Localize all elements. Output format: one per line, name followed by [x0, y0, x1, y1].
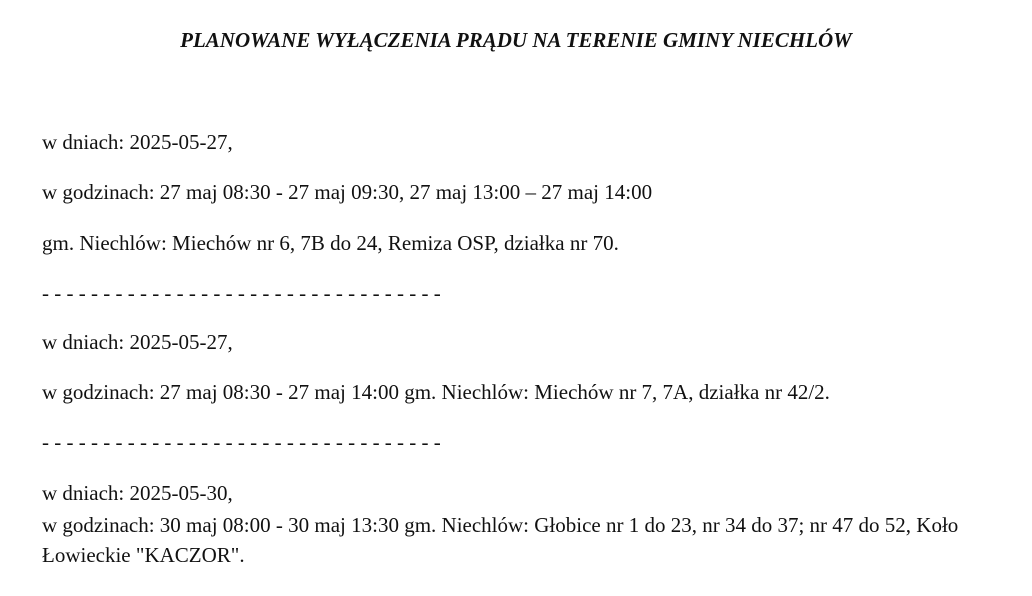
- entry-3-hours: w godzinach: 30 maj 08:00 - 30 maj 13:30 gm. Niechlów: Głobice nr 1 do 23, nr 34 do 37; nr 47 do 52, Koło Łowieckie "KACZOR".: [42, 513, 959, 567]
- entry-2-dates: w dniach: 2025-05-27,: [42, 330, 233, 354]
- entry-1-hours: w godzinach: 27 maj 08:30 - 27 maj 09:30, 27 maj 13:00 – 27 maj 14:00: [42, 180, 653, 204]
- separator-2: - - - - - - - - - - - - - - - - - - - - - - - - - - - - - - - - -: [42, 430, 441, 454]
- separator-1: - - - - - - - - - - - - - - - - - - - - - - - - - - - - - - - - -: [42, 281, 441, 305]
- entry-1-dates: w dniach: 2025-05-27,: [42, 130, 233, 154]
- page-title: PLANOWANE WYŁĄCZENIA PRĄDU NA TERENIE GMINY NIECHLÓW: [180, 28, 852, 52]
- entry-3-dates: w dniach: 2025-05-30,: [42, 481, 233, 505]
- entry-1-location: gm. Niechlów: Miechów nr 6, 7B do 24, Remiza OSP, działka nr 70.: [42, 231, 619, 255]
- entry-2-hours: w godzinach: 27 maj 08:30 - 27 maj 14:00 gm. Niechlów: Miechów nr 7, 7A, działka nr 42/2.: [42, 380, 830, 404]
